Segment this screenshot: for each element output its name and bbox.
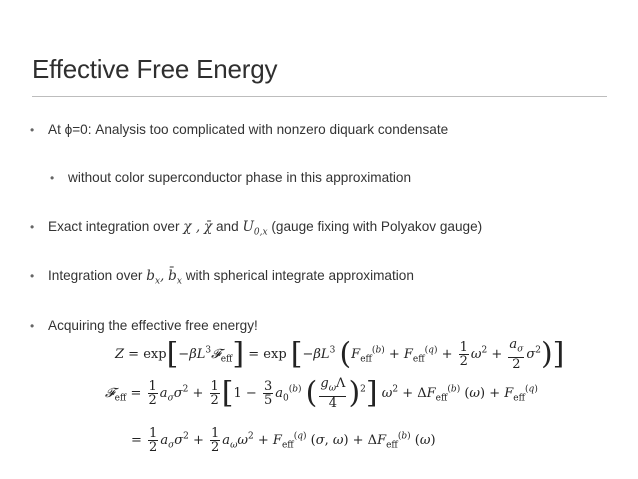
bullet-text-spherical: with spherical integrate approximation bbox=[185, 268, 414, 283]
bullet-dot: • bbox=[30, 220, 35, 234]
bullet-acquiring bbox=[30, 318, 258, 333]
math-chi-bar: χ̄ bbox=[203, 219, 213, 235]
math-u: $U_{0,x}$ bbox=[242, 219, 268, 238]
bullet-integration-over-b bbox=[30, 268, 414, 287]
bullet-text: without color superconductor phase in this approximation bbox=[68, 170, 412, 185]
math-chi: χ , bbox=[183, 219, 201, 235]
bullet-text: Exact integration over bbox=[48, 219, 180, 234]
math-b-bar: $b̄_x$ bbox=[168, 268, 182, 287]
bullet-text: Integration over bbox=[48, 268, 143, 283]
equation-partition-function: $Z = \exp[-\beta L^3𝓕_{eff}] = \exp [-\beta L^3$ ($F_{eff}^{(b)} + F_{eff}^{(q)}$ + $\frac{1}{2}$ $\omega^2$ + $\frac{a_\sigma}{2}$ $\sigma^2$)] bbox=[115, 336, 565, 372]
math-b: $b_x$, bbox=[146, 268, 165, 287]
title-divider bbox=[32, 96, 607, 97]
bullet-text-gauge: (gauge fixing with Polyakov gauge) bbox=[271, 219, 483, 234]
equation-free-energy-compact: = $\frac{1}{2}$ $a_\sigma\sigma^2$ + $\frac{1}{2}$ $a_\omega\omega^2 + F_{eff}^{(q)}$ (σ, $\omega) + \Delta F_{eff}^{(b)}$ (ω) bbox=[131, 426, 436, 455]
bullet-text: Acquiring the effective free energy! bbox=[48, 318, 258, 333]
bullet-dot: • bbox=[50, 171, 55, 185]
bullet-text: At ϕ=0: Analysis too complicated with nonzero diquark condensate bbox=[48, 122, 449, 137]
bullet-exact-integration bbox=[30, 219, 482, 238]
bullet-phi-zero bbox=[30, 122, 448, 137]
slide-title: Effective Free Energy bbox=[32, 54, 278, 84]
bullet-text-and: and bbox=[215, 219, 239, 234]
bullet-dot: • bbox=[30, 269, 35, 283]
sub-bullet-color-superconductor bbox=[50, 170, 411, 185]
bullet-dot: • bbox=[30, 319, 35, 333]
bullet-dot: • bbox=[30, 123, 35, 137]
equation-free-energy-expanded: 𝓕$_{eff}$ = $\frac{1}{2}$ $a_\sigma\sigma^2$ + $\frac{1}{2}$ [1 − $\frac{3}{5}$ $a_0^{(b)}$ ( $\frac{g_\omega\Lambda}{4}$ )$^2$] $\omega^2 + \Delta F_{eff}^{(b)}$ $(\omega) + F_{eff}^{(q)}$ bbox=[105, 375, 538, 411]
